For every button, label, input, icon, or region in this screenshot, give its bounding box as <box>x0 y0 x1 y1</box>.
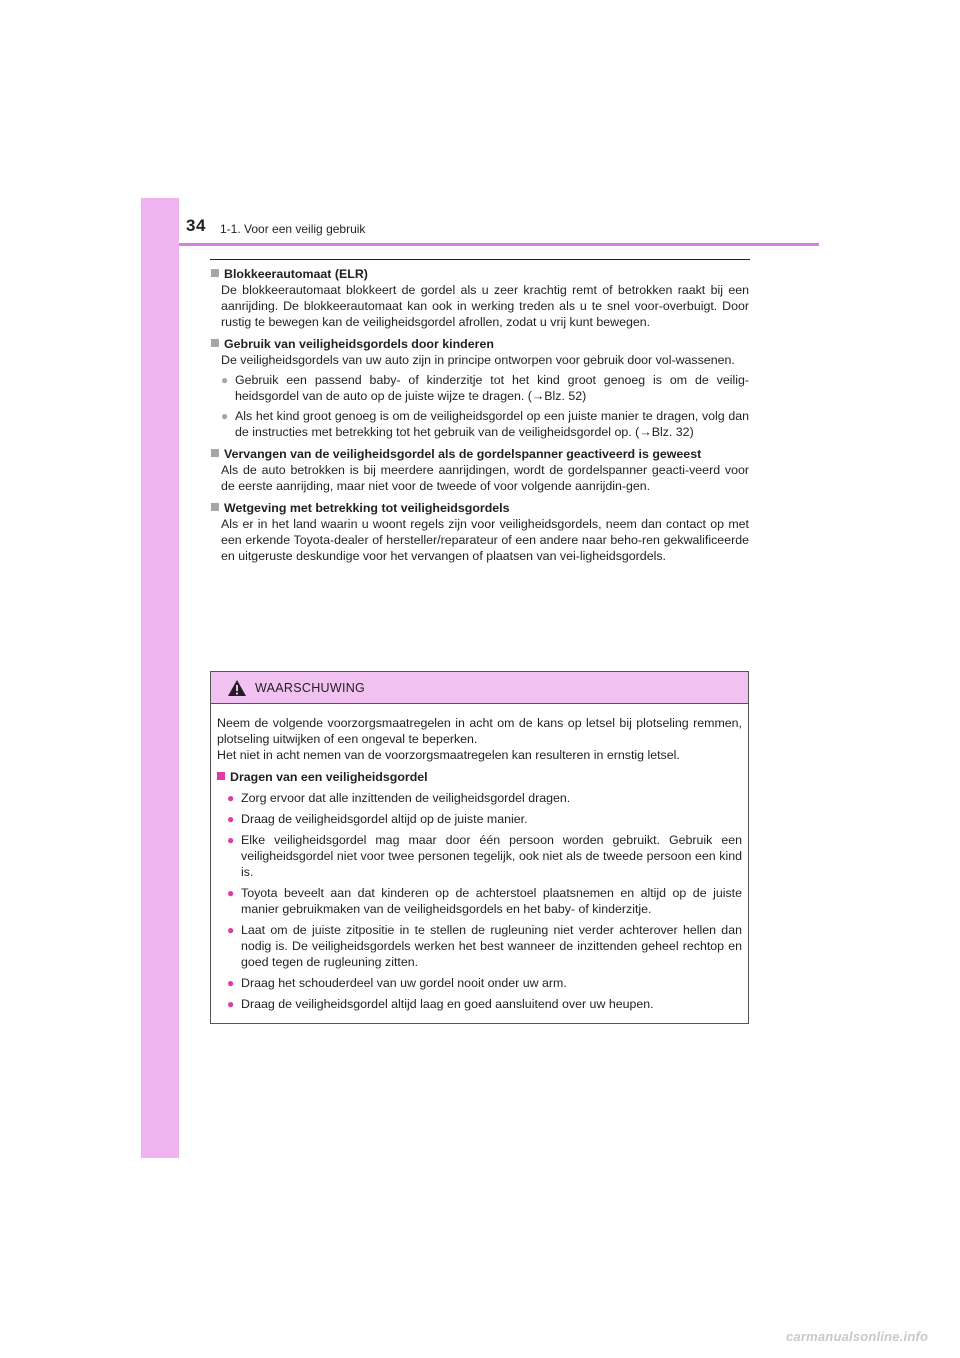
section-heading: Vervangen van de veiligheidsgordel als de gordelspanner geactiveerd is geweest <box>224 447 702 461</box>
section-heading: Blokkeerautomaat (ELR) <box>224 267 368 281</box>
section-heading: Gebruik van veiligheidsgordels door kinderen <box>224 337 494 351</box>
circle-bullet-icon: ● <box>221 373 229 387</box>
section-heading: Wetgeving met betrekking tot veiligheidsgordels <box>224 501 510 515</box>
list-item: ● Gebruik een passend baby- of kinderzitje tot het kind groot genoeg is om de veilig-heidsgordel van de auto op de juiste wijze te dragen. (→Blz. 52) <box>221 373 749 403</box>
circle-bullet-icon: ● <box>227 886 235 900</box>
list-item: ● Als het kind groot genoeg is om de veiligheidsgordel op een juiste manier te dragen, volg dan de instructies met betrekking tot het gebruik van de veiligheidsgordel op. (→Blz. 32) <box>221 409 749 439</box>
square-bullet-icon <box>211 339 219 347</box>
header-rule <box>179 243 819 246</box>
circle-bullet-icon: ● <box>227 791 235 805</box>
list-item: ● Elke veiligheidsgordel mag maar door één persoon worden gebruikt. Gebruik een veiligheidsgordel niet voor twee personen tegelijk, ook niet als de tweede persoon een kind is. <box>227 833 742 879</box>
list-item: ● Draag de veiligheidsgordel altijd op de juiste manier. <box>227 812 528 826</box>
square-bullet-icon <box>217 772 225 780</box>
section-replacement <box>211 446 749 494</box>
section-legislation <box>211 500 749 564</box>
circle-bullet-icon: ● <box>227 833 235 847</box>
warning-header <box>211 672 748 704</box>
warning-triangle-icon <box>227 679 247 697</box>
circle-bullet-icon: ● <box>227 812 235 826</box>
list-item: ● Draag het schouderdeel van uw gordel nooit onder uw arm. <box>227 976 567 990</box>
circle-bullet-icon: ● <box>227 923 235 937</box>
circle-bullet-icon: ● <box>221 409 229 423</box>
warning-body <box>211 704 748 1012</box>
square-bullet-icon <box>211 449 219 457</box>
warning-title: WAARSCHUWING <box>255 680 366 695</box>
section-text: Als de auto betrokken is bij meerdere aanrijdingen, wordt de gordelspanner geacti-veerd voor de eerste aanrijding, maar niet voor de tweede of voor volgende aanrijdin-gen. <box>221 463 749 493</box>
chapter-side-tab <box>141 198 179 1158</box>
list-item: ● Toyota beveelt aan dat kinderen op de achterstoel plaatsnemen en altijd op de juiste manier gebruikmaken van de veiligheidsgordels en het baby- of kinderzitje. <box>227 886 742 916</box>
section-children <box>211 336 749 440</box>
main-content <box>211 266 749 570</box>
content-top-rule <box>210 259 750 260</box>
warning-intro: Het niet in acht nemen van de voorzorgsmaatregelen kan resulteren in ernstig letsel. <box>217 748 680 762</box>
warning-heading: Dragen van een veiligheidsgordel <box>230 770 428 784</box>
warning-box <box>210 671 749 1024</box>
section-text: Als er in het land waarin u woont regels zijn voor veiligheidsgordels, neem dan contact op met een erkende Toyota-dealer of hersteller/reparateur of een andere naar beho-ren gekwalificeerde en uitgeruste deskundige voor het vervangen of plaatsen van vei-ligheidsgordels. <box>221 517 749 563</box>
page-number: 34 <box>186 216 206 235</box>
list-item: ● Laat om de juiste zitpositie in te stellen de rugleuning niet verder achterover hellen dan nodig is. De veiligheidsgordels werken het best wanneer de inzittenden geheel rechtop en goed tegen de rugleuning zitten. <box>227 923 742 969</box>
warning-intro: Neem de volgende voorzorgsmaatregelen in acht om de kans op letsel bij plotseling remmen, plotseling uitwijken of een ongeval te beperken. <box>217 716 742 746</box>
circle-bullet-icon: ● <box>227 976 235 990</box>
list-item: ● Zorg ervoor dat alle inzittenden de veiligheidsgordel dragen. <box>227 791 571 805</box>
section-elr <box>211 266 749 330</box>
section-title: 1-1. Voor een veilig gebruik <box>220 222 366 236</box>
section-text: De blokkeerautomaat blokkeert de gordel als u zeer krachtig remt of betrokken raakt bij een aanrijding. De blokkeerautomaat kan ook in werking treden als u te snel voor-overbuigt. Door rustig te bewegen kan de veiligheidsgordel afrollen, zodat u vrij kunt bewegen. <box>221 283 749 329</box>
circle-bullet-icon: ● <box>227 997 235 1011</box>
watermark: carmanualsonline.info <box>786 1329 929 1344</box>
section-text: De veiligheidsgordels van uw auto zijn in principe ontworpen voor gebruik door vol-wassenen. <box>221 353 735 367</box>
square-bullet-icon <box>211 503 219 511</box>
square-bullet-icon <box>211 269 219 277</box>
list-item: ● Draag de veiligheidsgordel altijd laag en goed aansluitend over uw heupen. <box>227 997 654 1011</box>
